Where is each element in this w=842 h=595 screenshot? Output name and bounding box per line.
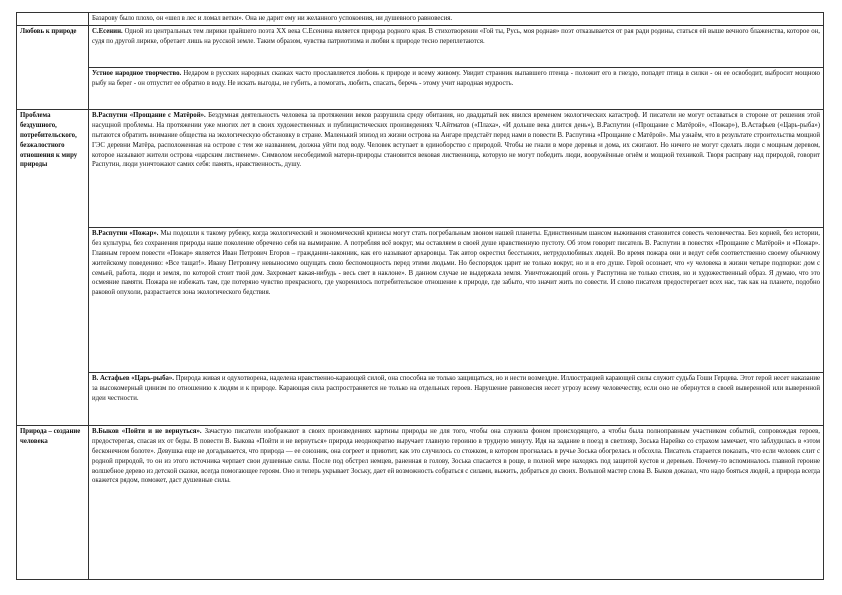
table-row bbox=[17, 109, 824, 227]
example-text: Одной из центральных тем лирики прайшего поэта XX века С.Есенина является природа родного края. В стихотворении «Гой ты, Русь, моя родная» поэт отказывается от рая ради родины, статься ей выше вечного блаженства, которое он, судя по другой лирике, обретает лишь на русской земле. Таким образом, чувства патриотизма и любви к природе тесно переплетаются. bbox=[92, 27, 820, 45]
theme-cell bbox=[17, 13, 89, 26]
example-text: Базарову было плохо, он «шел в лес и ломал ветки». Она не дарит ему ни желанного успокоения, ни душевного равновесия. bbox=[92, 15, 453, 22]
table-row bbox=[17, 227, 824, 372]
example-text: Бездумная деятельность человека за протяжении веков разрушила среду обитания, но двадцатый век явился временем экологических катастроф. И писатели не могут оставаться в стороне от решения этой насущной проблемы. На протяжении уже многих лет в своих художественных и публицистических произведениях Ч.Айтматов («Плаха», «И дольше века длится день»), В.Распутин («Прощание с Матёрой», «Пожар»), В.Астафьев («Царь-рыба») пытаются обратить внимание общества на экологическую обстановку в стране. Маленький эпизод из жизни острова на Ангаре предстаёт перед нами в повести В. Распутина «Прощание с Матёрой». Мы узнаём, что в результате строительства мощной ГЭС деревни Матёра, расположенная на острове с тем же названием, должна уйти под воду. Человек вступает в единоборство с природой. Чтобы не гнали в море деревья и дома, их сжигают. Но ничего не могут сделать люди с мощным деревом, которое называют жители острова «царским лиственем». Символом несобедимой матери-природы становится вековая лиственница, которую не могут победить люди, вооружённые огнём и мощной техникой. Творя расправу над природой, говорит Распутин, люди уничтожают самих себя: память, нравственность, душу. bbox=[92, 111, 820, 169]
example-text: Зачастую писатели изображают в своих произведениях картины природы не для того, чтобы она служила фоном происходящего, а чтобы была полноправным участником событий, сопровождая героев, предостерегая, спасая их от беды. В повести В. Быкова «Пойти и не вернуться» природа неоднократно выручает главную героиню в трудную минуту. Идя на задание в поезд в светлояр, Зоська Нарейко со страхом замечает, что заблудилась в «этом бесконечном болоте». Девушка еще не догадывается, что природа — ее союзник, она согреет и приютит, как это случилось со стожком, в котором прогналась в ручье Зоська обогрелась и обсохла. Писатель старается показать, что если человек слит с родной природой, то он из этого источника черпает свои душевные силы. После под обстрел немцев, раненная в голову, Зоська спасается в роще, в полной мере находясь под защитой кустов и деревьев. Почему-то вспоминалось главной героине волшебное дерево из детской сказки, всегда помогающее героям. Оно и теперь укрывает Зоську, дает ей возможность собраться с силами, выжить, добраться до своих. Вольшой мастер слова В. Быков доказал, что надо бояться людей, а природа всегда окажется рядом, поможет, даст душевные силы. bbox=[92, 427, 820, 485]
theme-cell: Любовь к природе bbox=[17, 25, 89, 109]
example-text: Мы подошли к такому рубежу, когда экологический и экономический кризисы могут стать погребальным звоном нашей планеты. Единственным шансом выживания становится совесть человечества. Без корней, без истории, без культуры, без сохранения природы наше поколение обречено себя на вымирание. А потребляя всё вокруг, мы оставляем в своей душе нравственную пустоту. Об этом говорит писатель В. Распутин в повестях «Прощание с Матёрой» и «Пожар». Главным героем повести «Пожар» является Иван Петрович Егоров – гражданин-законник, как его называют архаровцы. Так автор окрестил бесстыжих, нетрудолюбивых людей. Во время пожара они и ведут себя соответственно своему обычному житейскому поведению: «Все тащат!». Ивану Петровичу невыносимо ощущать свою беспомощность перед этими людьми. Но беспорядок царит не только вокруг, но и в его душе. Герой осознает, что «у человека в жизни четыре подпорки: дом с семьей, работа, люди и земля, по которой стоит твой дом. Захромает какая-нибудь - весь свет в наклоне». В данном случае не выдержала земля. Уничтожающий огонь у Распутина не только стихия, но и художественный образ. Я думаю, что это осмеяние памяти. Пожара не избежать там, где потеряно чувство прекрасного, где укоренилось потребительское отношение к природе, где забыто, что значит жить по совести. И слово писателя предостерегает всех нас, так как на планете, подобно раковой опухоли, разрастается зона экологического бедствия. bbox=[92, 229, 820, 297]
table-row bbox=[17, 372, 824, 425]
example-cell bbox=[89, 109, 824, 227]
table-row bbox=[17, 67, 824, 109]
literature-table bbox=[16, 12, 824, 580]
theme-cell: Природа – создание человека bbox=[17, 425, 89, 579]
table-row bbox=[17, 25, 824, 67]
theme-cell: Проблема бездушного, потребительского, безжалостного отношения к миру природы bbox=[17, 109, 89, 425]
example-text: Природа живая и одухотворена, наделена нравственно-карающей силой, она способна не только защищаться, но и нести возмездие. Иллюстрацией карающей силы служит судьба Гоши Герцева. Этот герой несет наказание за высокомерный цинизм по отношению к людям и к природе. Карающая сила распространяется не только на отдельных героев. Нарушение равновесия несет угрозу всему человечеству, если оно не обернутся в своей выверенной или выверенной идеи честности. bbox=[92, 374, 820, 402]
table-row bbox=[17, 425, 824, 579]
example-cell bbox=[89, 25, 824, 67]
example-cell bbox=[89, 425, 824, 579]
example-cell bbox=[89, 13, 824, 26]
example-text: Недаром в русских народных сказках часто прославляется любовь к природе и всему живому. Увидит странник выпавшего птенца - положит его в гнездо, попадет птица в силки - он ее освободит, выбросит мощною рыбу на берег - он отпустит ее обратно в воду. Не искать выгоды, не губить, а помогать, любить, спасать, беречь - этому учит народная мудрость. bbox=[92, 69, 820, 87]
example-head: В.Распутин «Прощание с Матёрой». bbox=[92, 111, 206, 119]
example-head: В. Астафьев «Царь-рыба». bbox=[92, 374, 174, 382]
example-head: В.Распутин «Пожар». bbox=[92, 229, 159, 237]
example-head: В.Быков «Пойти и не вернуться». bbox=[92, 427, 202, 435]
example-head: С.Есенин. bbox=[92, 27, 123, 35]
example-cell bbox=[89, 67, 824, 109]
table-row bbox=[17, 13, 824, 26]
example-cell bbox=[89, 372, 824, 425]
example-cell bbox=[89, 227, 824, 372]
example-head: Устное народное творчество. bbox=[92, 69, 182, 77]
